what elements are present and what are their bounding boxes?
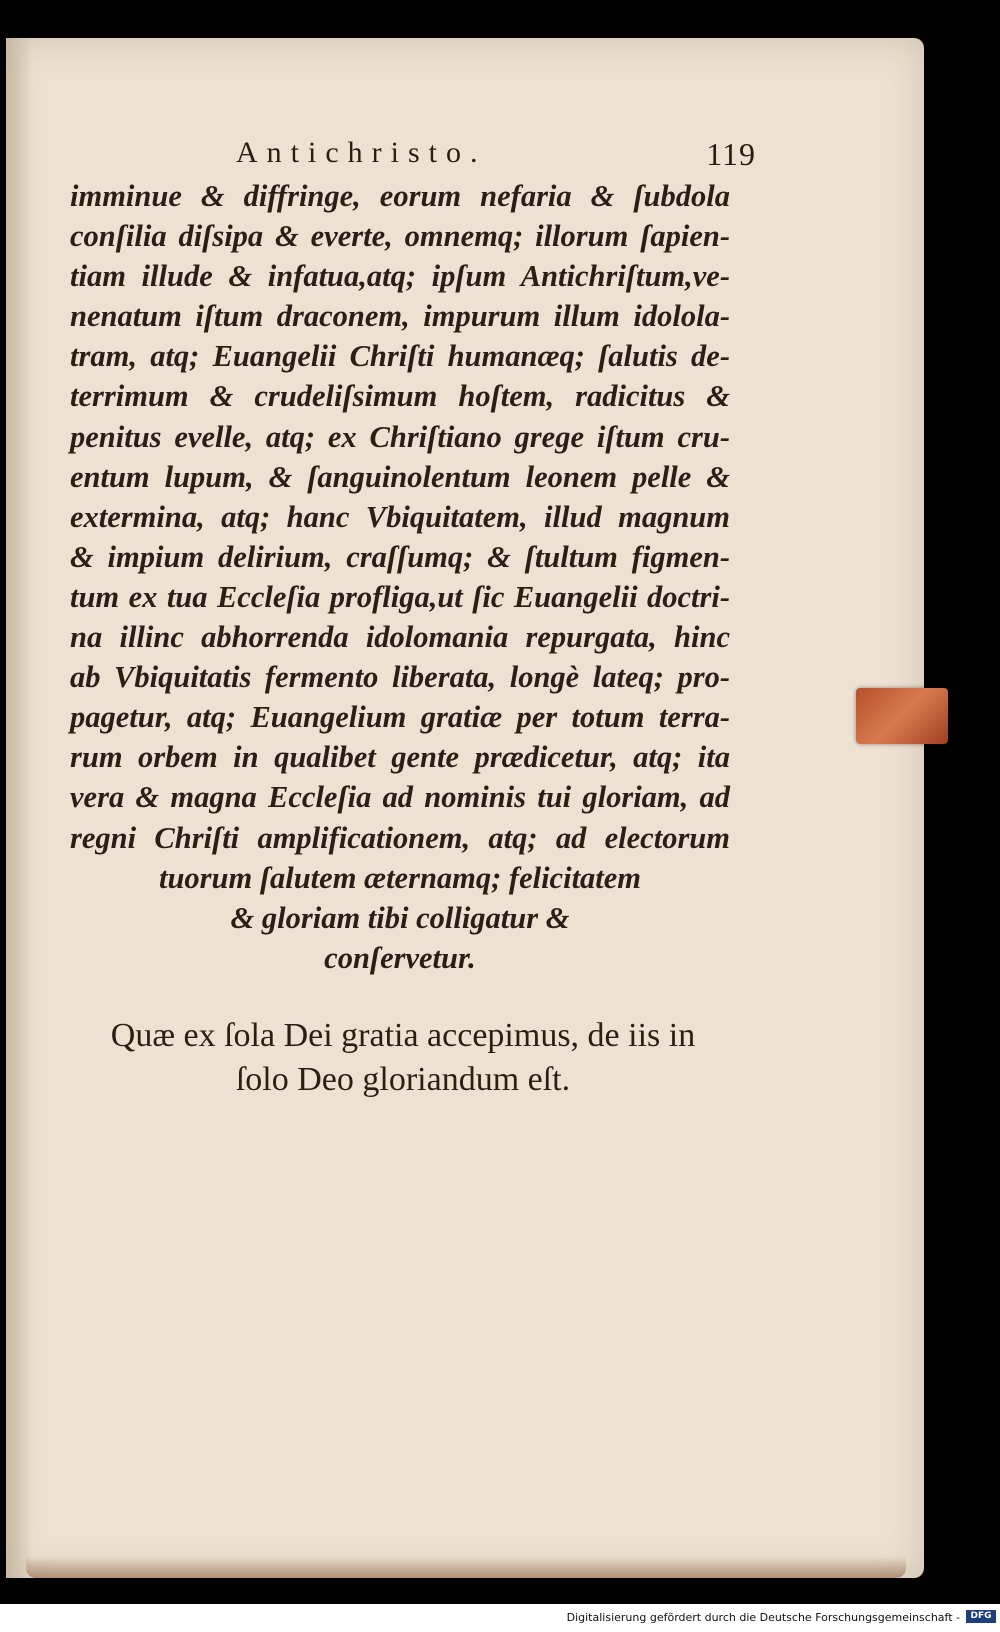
text-line: imminue & diffringe, eorum nefaria & ſubdola bbox=[70, 179, 730, 213]
page-number: 119 bbox=[706, 136, 756, 172]
text-line: na illinc abhorrenda idolomania repurgata, hinc bbox=[70, 620, 730, 655]
running-head-title: Antichristo. bbox=[236, 136, 487, 169]
funding-credit: Digitalisierung gefördert durch die Deutsche Forschungsgemeinschaft - bbox=[566, 1611, 960, 1624]
text-line: ab Vbiquitatis fermento liberata, longè lateq; pro- bbox=[70, 660, 730, 695]
text-line: tram, atq; Euangelii Chriſti humanæq; ſalutis de- bbox=[70, 339, 730, 374]
prayer-text bbox=[70, 176, 730, 978]
text-line: & gloriam tibi colligatur & bbox=[230, 900, 570, 935]
text-line: extermina, atq; hanc Vbiquitatem, illud magnum bbox=[70, 499, 730, 534]
running-head bbox=[236, 136, 756, 176]
dfg-logo: DFG bbox=[966, 1610, 996, 1623]
text-line: & impium delirium, craſſumq; & ſtultum figmen- bbox=[70, 539, 730, 574]
text-line: tiam illude & infatua,atq; ipſum Antichriſtum,ve- bbox=[70, 259, 730, 294]
text-line: penitus evelle, atq; ex Chriſtiano grege iſtum cru- bbox=[70, 419, 730, 454]
bookmark-tab bbox=[856, 688, 948, 744]
digitization-footer bbox=[0, 1604, 1000, 1632]
closing-motto bbox=[78, 1014, 728, 1102]
page-bottom-edge bbox=[26, 1556, 906, 1578]
text-line: pagetur, atq; Euangelium gratiæ per totum terra- bbox=[70, 700, 730, 735]
gutter-shadow bbox=[6, 38, 32, 1578]
text-line: regni Chriſti amplificationem, atq; ad electorum bbox=[70, 820, 730, 855]
text-line: entum lupum, & ſanguinolentum leonem pelle & bbox=[70, 459, 730, 494]
text-line: terrimum & crudeliſsimum hoſtem, radicitus & bbox=[70, 379, 730, 414]
motto-line: ſolo Deo gloriandum eſt. bbox=[235, 1061, 571, 1098]
text-line: vera & magna Eccleſia ad nominis tui gloriam, ad bbox=[70, 780, 730, 815]
text-line: rum orbem in qualibet gente prædicetur, atq; ita bbox=[70, 740, 730, 775]
text-line: conſervetur. bbox=[324, 940, 476, 975]
text-line: tum ex tua Eccleſia profliga,ut ſic Euangelii doctri- bbox=[70, 579, 730, 614]
text-line: tuorum ſalutem æternamq; felicitatem bbox=[158, 860, 642, 895]
text-line: conſilia diſsipa & everte, omnemq; illorum ſapien- bbox=[70, 219, 730, 254]
motto-line: Quæ ex ſola Dei gratia accepimus, de iis in bbox=[110, 1017, 696, 1054]
text-line: nenatum iſtum draconem, impurum illum idolola- bbox=[70, 299, 730, 334]
